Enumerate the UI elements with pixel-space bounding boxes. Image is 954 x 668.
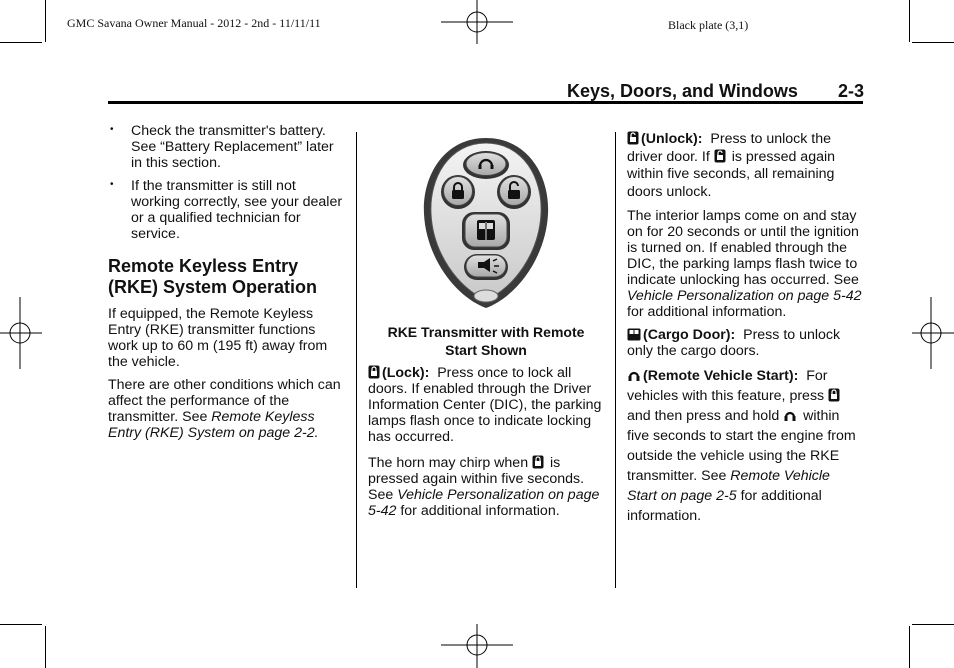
cross-reference: Remote Keyless Entry (RKE) System on page 2‑2. <box>108 409 319 441</box>
cross-reference: Vehicle Personalization on page 5‑42 <box>368 487 600 519</box>
lock-button <box>441 175 475 209</box>
paragraph: The interior lamps come on and stay on for 20 seconds or until the ignition is turned on. If enabled through the DIC, the parking lamps flash twice to indicate unlocking has occurred. See Vehicle Personalization on page 5‑42 for additional information. <box>627 208 862 320</box>
section-title: Keys, Doors, and Windows <box>567 81 798 101</box>
unlock-icon <box>627 131 639 145</box>
remote-start-icon <box>627 368 641 382</box>
cargo-door-button <box>462 212 510 250</box>
paragraph: (Lock): Press once to lock all doors. If enabled through the Driver Information Center (DIC), the parking lamps flash once to indicate locking has occurred. <box>368 365 602 445</box>
remote-start-icon <box>783 408 797 422</box>
column-divider <box>356 132 357 588</box>
list-item: • If the transmitter is still not working correctly, see your dealer or a qualified technician for service. <box>110 178 343 242</box>
print-header-left: GMC Savana Owner Manual - 2012 - 2nd - 11/11/11 <box>67 16 321 30</box>
paragraph: (Cargo Door): Press to unlock only the cargo doors. <box>627 327 841 359</box>
list-item: • Check the transmitter's battery. See “Battery Replacement” later in this section. <box>110 123 334 171</box>
lock-icon <box>828 388 840 402</box>
lock-icon <box>532 455 544 469</box>
column-1 <box>108 123 344 448</box>
page-number: 2-3 <box>838 81 865 101</box>
cargo-door-icon <box>627 328 641 341</box>
header-rule <box>108 101 863 104</box>
paragraph: The horn may chirp when is pressed again within five seconds. See Vehicle Personalization on page 5‑42 for additional information. <box>368 455 600 519</box>
paragraph: (Remote Vehicle Start): For vehicles with this feature, press and then press and hold within five seconds to start the engine from outside the vehicle using the RKE transmitter. See Remote Vehicle Start on page 2‑5 for additional information. <box>627 368 856 524</box>
paragraph: If equipped, the Remote Keyless Entry (RKE) transmitter functions work up to 60 m (195 ft) away from the vehicle. <box>108 306 328 370</box>
print-header-right: Black plate (3,1) <box>668 18 749 32</box>
cross-reference: Vehicle Personalization on page 5‑42 <box>627 288 862 304</box>
unlock-button <box>497 175 531 209</box>
column-3 <box>627 131 863 533</box>
panic-button <box>464 254 508 280</box>
remote-start-button <box>463 151 509 179</box>
paragraph: There are other conditions which can affect the performance of the transmitter. See Remote Keyless Entry (RKE) System on page 2‑2. <box>108 377 341 441</box>
column-2 <box>368 136 604 526</box>
lock-icon <box>368 365 380 379</box>
figure-caption: RKE Transmitter with Remote Start Shown <box>387 324 585 358</box>
rke-transmitter-illustration <box>368 136 604 312</box>
column-divider <box>615 132 616 588</box>
paragraph: (Unlock): Press to unlock the driver door. If is pressed again within five seconds, all remaining doors unlock. <box>627 131 836 200</box>
section-heading: Remote Keyless Entry (RKE) System Operation <box>108 256 318 297</box>
cross-reference: Remote Vehicle Start on page 2‑5 <box>627 468 830 504</box>
unlock-icon <box>714 149 726 163</box>
